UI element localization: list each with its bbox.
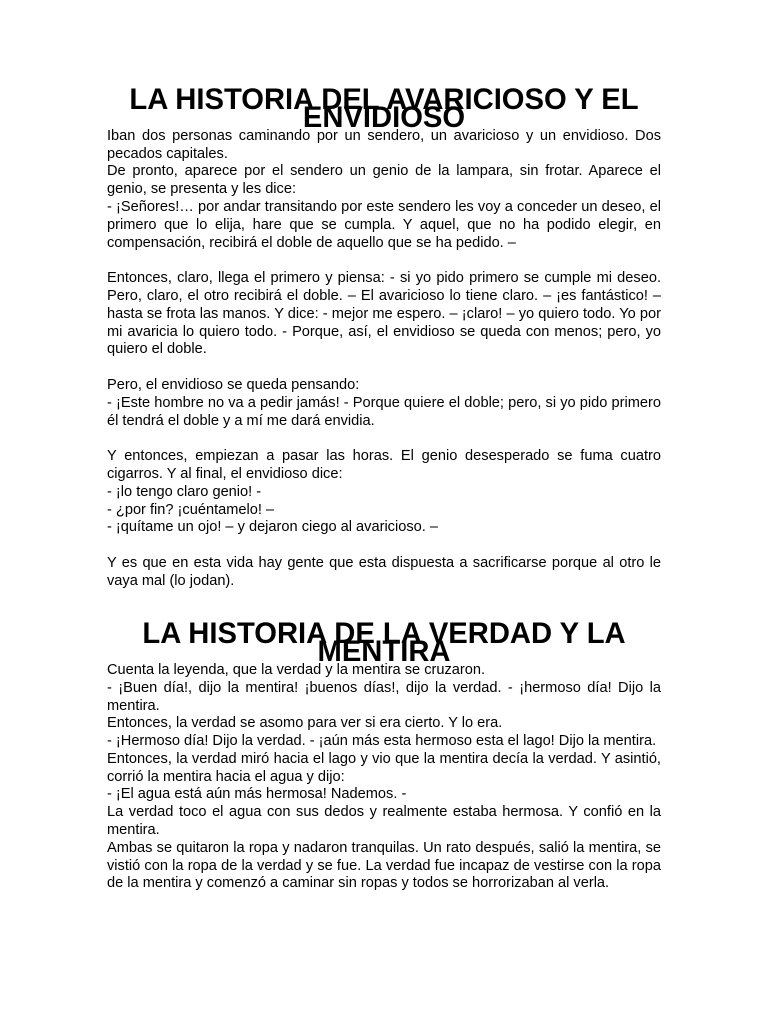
- story2-p1-line-2: - ¡Buen día!, dijo la mentira! ¡buenos días!, dijo la verdad. - ¡hermoso día! Dijo la mentira.: [107, 679, 661, 714]
- story1-p3-line-1: Pero, el envidioso se queda pensando:: [107, 376, 360, 393]
- spacer: [107, 537, 661, 555]
- story2-p1-line-1: Cuenta la leyenda, que la verdad y la mentira se cruzaron.: [107, 661, 486, 678]
- story1-p4-line-4: - ¡quítame un ojo! – y dejaron ciego al avaricioso. –: [107, 519, 438, 536]
- story2-p1-line-3: Entonces, la verdad se asomo para ver si era cierto. Y lo era.: [107, 715, 503, 732]
- spacer: [107, 359, 661, 377]
- story1-paragraph-1: [107, 128, 661, 253]
- story1-paragraph-5: [107, 555, 661, 591]
- story2-title: LA HISTORIA DE LA VERDAD Y LA MENTIRA: [142, 618, 626, 668]
- story1-paragraph-4: [107, 448, 661, 537]
- story1-title: LA HISTORIA DEL AVARICIOSO Y EL ENVIDIOSO: [129, 84, 639, 134]
- story1-p5-line-1: Y es que en esta vida hay gente que esta dispuesta a sacrificarse porque al otro le vaya mal (lo jodan).: [107, 554, 661, 589]
- story2-p1-line-8: Ambas se quitaron la ropa y nadaron tranquilas. Un rato después, salió la mentira, se vistió con la ropa de la verdad y se fue. La verdad fue incapaz de vestirse con la ropa de la mentira y comenzó a caminar sin ropas y todos se horrorizaban al verla.: [107, 839, 661, 892]
- story1-p1-line-2: De pronto, aparece por el sendero un genio de la lampara, sin frotar. Aparece el genio, se presenta y les dice:: [107, 163, 661, 198]
- story1-paragraph-2: [107, 270, 661, 359]
- document-page: [107, 84, 661, 893]
- story2-p1-line-6: - ¡El agua está aún más hermosa! Nademos. -: [107, 786, 407, 803]
- story1-p2-line-1: Entonces, claro, llega el primero y piensa: - si yo pido primero se cumple mi deseo. Pero, claro, el otro recibirá el doble. – El avaricioso lo tiene claro. – ¡es fantástico! – hasta se frota las manos. Y dice: - mejor me espero. – ¡claro! – yo quiero todo. Yo por mi avaricia lo quiero todo. - Porque, así, el envidioso se queda con menos; pero, yo quiero el doble.: [107, 270, 661, 358]
- story2-p1-line-7: La verdad toco el agua con sus dedos y realmente estaba hermosa. Y confió en la mentira.: [107, 804, 661, 839]
- spacer: [107, 430, 661, 448]
- story1-paragraph-3: [107, 377, 661, 430]
- spacer: [107, 252, 661, 270]
- story2-paragraph-1: [107, 662, 661, 893]
- story1-p4-line-1: Y entonces, empiezan a pasar las horas. El genio desesperado se fuma cuatro cigarros. Y al final, el envidioso dice:: [107, 448, 661, 482]
- story1-p1-line-3: - ¡Señores!… por andar transitando por este sendero les voy a conceder un deseo, el primero que lo elija, hare que se cumpla. Y aquel, que no ha podido elegir, en compensación, recibirá el doble de aquello que se ha pedido. –: [107, 198, 661, 251]
- story1-p4-line-2: - ¡lo tengo claro genio! -: [107, 483, 262, 500]
- story1-p4-line-3: - ¿por fin? ¡cuéntamelo! –: [107, 501, 275, 518]
- story2-p1-line-4: - ¡Hermoso día! Dijo la verdad. - ¡aún más esta hermoso esta el lago! Dijo la mentira.: [107, 733, 657, 750]
- story1-p1-line-1: Iban dos personas caminando por un sendero, un avaricioso y un envidioso. Dos pecados capitales.: [107, 127, 661, 162]
- story1-p3-line-2: - ¡Este hombre no va a pedir jamás! - Porque quiere el doble; pero, si yo pido primero él tendrá el doble y a mí me dará envidia.: [107, 394, 661, 429]
- story2-p1-line-5: Entonces, la verdad miró hacia el lago y vio que la mentira decía la verdad. Y asintió, corrió la mentira hacia el agua y dijo:: [107, 750, 661, 785]
- spacer: [107, 591, 661, 609]
